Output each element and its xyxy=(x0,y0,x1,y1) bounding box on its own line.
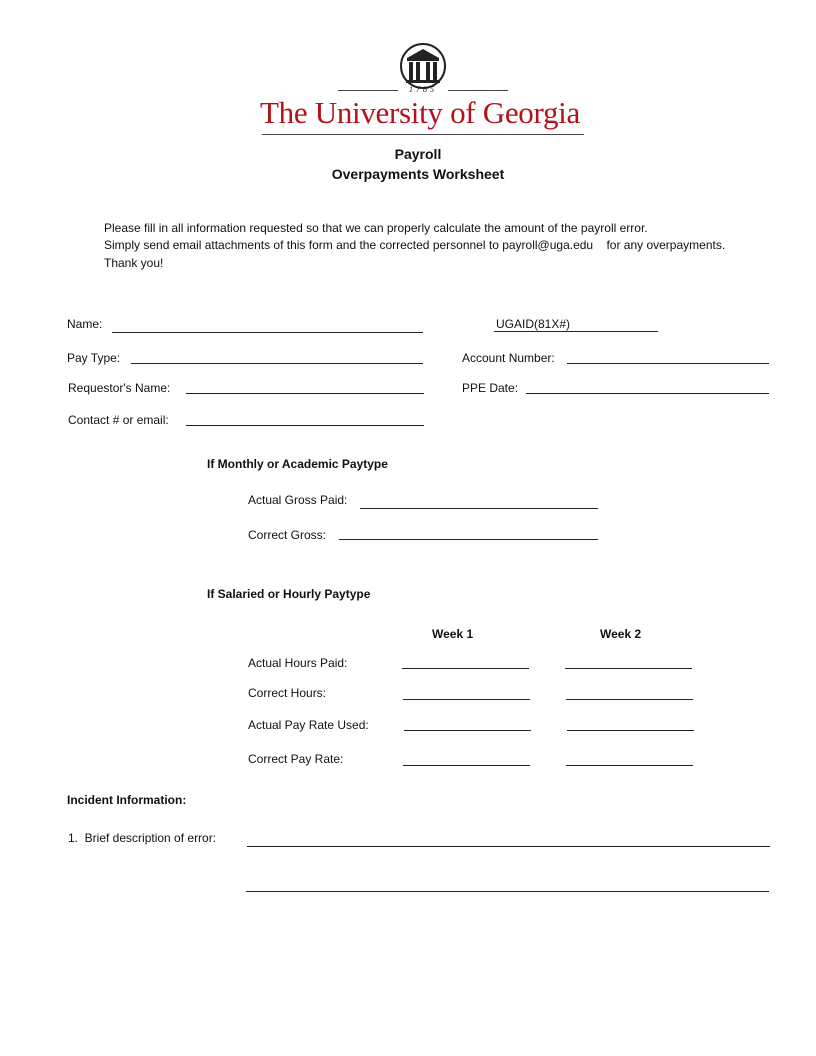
week1-header: Week 1 xyxy=(432,627,474,641)
name-label: Name: xyxy=(67,317,103,331)
logo-rule-right xyxy=(448,90,508,91)
correct-pay-rate-week1-field[interactable] xyxy=(403,765,530,766)
ppe-date-label: PPE Date: xyxy=(462,381,519,395)
actual-hours-week1-field[interactable] xyxy=(402,668,529,669)
page-subtitle: Overpayments Worksheet xyxy=(331,166,505,182)
actual-pay-rate-week2-field[interactable] xyxy=(567,730,694,731)
error-description-label: 1. Brief description of error: xyxy=(68,831,217,845)
intro-line-2: Simply send email attachments of this form and the corrected personnel to payroll@uga.edu for any overpayments. xyxy=(104,238,726,252)
intro-line-3: Thank you! xyxy=(104,256,164,270)
ugaid-label: UGAID(81X#) xyxy=(496,317,571,331)
ppe-date-field[interactable] xyxy=(526,393,769,394)
contact-field[interactable] xyxy=(186,425,424,426)
correct-pay-rate-label: Correct Pay Rate: xyxy=(248,752,344,766)
requestor-name-label: Requestor's Name: xyxy=(68,381,171,395)
intro-line-1: Please fill in all information requested so that we can properly calculate the amount of the payroll error. xyxy=(104,221,648,235)
account-number-field[interactable] xyxy=(567,363,769,364)
university-logo xyxy=(258,42,588,138)
actual-hours-week2-field[interactable] xyxy=(565,668,692,669)
incident-heading: Incident Information: xyxy=(67,793,187,807)
account-number-label: Account Number: xyxy=(462,351,555,365)
actual-gross-label: Actual Gross Paid: xyxy=(248,493,348,507)
correct-hours-week1-field[interactable] xyxy=(403,699,530,700)
actual-pay-rate-week1-field[interactable] xyxy=(404,730,531,731)
correct-hours-label: Correct Hours: xyxy=(248,686,327,700)
monthly-heading: If Monthly or Academic Paytype xyxy=(207,457,388,471)
logo-rule-left xyxy=(338,90,398,91)
logo-year: 1785 xyxy=(409,85,437,94)
error-description-field-1[interactable] xyxy=(247,846,770,847)
pay-type-field[interactable] xyxy=(131,363,423,364)
actual-pay-rate-label: Actual Pay Rate Used: xyxy=(248,718,369,732)
logo-underline xyxy=(262,134,584,135)
name-field[interactable] xyxy=(112,332,423,333)
correct-pay-rate-week2-field[interactable] xyxy=(566,765,693,766)
pay-type-label: Pay Type: xyxy=(67,351,121,365)
contact-label: Contact # or email: xyxy=(68,413,169,427)
correct-hours-week2-field[interactable] xyxy=(566,699,693,700)
ugaid-field[interactable] xyxy=(494,331,658,332)
logo-wordmark: The University of Georgia xyxy=(260,95,580,130)
week2-header: Week 2 xyxy=(600,627,642,641)
actual-hours-label: Actual Hours Paid: xyxy=(248,656,348,670)
error-description-field-2[interactable] xyxy=(246,891,769,892)
correct-gross-label: Correct Gross: xyxy=(248,528,327,542)
correct-gross-field[interactable] xyxy=(339,539,598,540)
actual-gross-field[interactable] xyxy=(360,508,598,509)
page-title: Payroll xyxy=(394,146,442,162)
requestor-name-field[interactable] xyxy=(186,393,424,394)
salaried-heading: If Salaried or Hourly Paytype xyxy=(207,587,371,601)
